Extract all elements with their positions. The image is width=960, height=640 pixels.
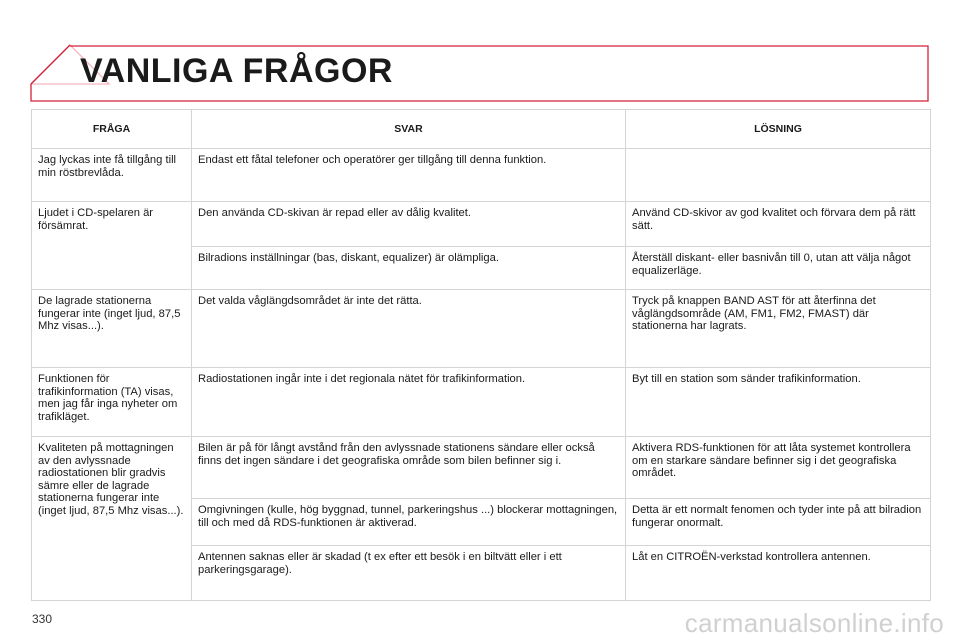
answer-cell: Endast ett fåtal telefoner och operatörer ger tillgång till denna funktion. (192, 149, 626, 202)
question-cell: Kvaliteten på mottagningen av den avlyssnade radiostationen blir gradvis sämre eller de lagrade stationerna fungerar inte (inget ljud, 87,5 Mhz visas...). (32, 437, 192, 601)
table-body (32, 149, 931, 601)
header-question: FRÅGA (32, 110, 192, 149)
solution-cell: Tryck på knappen BAND AST för att återfinna det våglängdsområde (AM, FM1, FM2, FMAST) där stationerna har lagrats. (626, 290, 931, 368)
faq-table (31, 109, 931, 601)
page-title: VANLIGA FRÅGOR (80, 52, 393, 90)
answer-cell: Det valda våglängdsområdet är inte det rätta. (192, 290, 626, 368)
answer-cell: Bilen är på för långt avstånd från den avlyssnade stationens sändare eller också finns det ingen sändare i det geografiska område som bilen befinner sig i. (192, 437, 626, 499)
watermark: carmanualsonline.info (684, 608, 944, 638)
solution-cell: Detta är ett normalt fenomen och tyder inte på att bilradion fungerar onormalt. (626, 499, 931, 546)
answer-cell: Bilradions inställningar (bas, diskant, equalizer) är olämpliga. (192, 247, 626, 290)
table-header-row (32, 110, 931, 149)
question-cell: De lagrade stationerna fungerar inte (inget ljud, 87,5 Mhz visas...). (32, 290, 192, 368)
solution-cell: Aktivera RDS-funktionen för att låta systemet kontrollera om en starkare sändare befinner sig i det geografiska området. (626, 437, 931, 499)
answer-cell: Radiostationen ingår inte i det regionala nätet för trafikinformation. (192, 368, 626, 437)
question-cell: Jag lyckas inte få tillgång till min röstbrevlåda. (32, 149, 192, 202)
solution-cell (626, 149, 931, 202)
answer-cell: Antennen saknas eller är skadad (t ex efter ett besök i en biltvätt eller i ett parkeringsgarage). (192, 546, 626, 601)
question-cell: Funktionen för trafikinformation (TA) visas, men jag får inga nyheter om trafikläget. (32, 368, 192, 437)
table-row (32, 437, 931, 499)
table-row (32, 368, 931, 437)
header-diagonal (31, 45, 70, 84)
solution-cell: Använd CD-skivor av god kvalitet och förvara dem på rätt sätt. (626, 202, 931, 247)
answer-cell: Den använda CD-skivan är repad eller av dålig kvalitet. (192, 202, 626, 247)
question-cell: Ljudet i CD-spelaren är försämrat. (32, 202, 192, 290)
table-row (32, 149, 931, 202)
page-header (0, 0, 960, 110)
page-number: 330 (32, 612, 53, 626)
header-solution: LÖSNING (626, 110, 931, 149)
solution-cell: Låt en CITROËN-verkstad kontrollera antennen. (626, 546, 931, 601)
solution-cell: Byt till en station som sänder trafikinformation. (626, 368, 931, 437)
answer-cell: Omgivningen (kulle, hög byggnad, tunnel, parkeringshus ...) blockerar mottagningen, till och med då RDS-funktionen är aktiverad. (192, 499, 626, 546)
solution-cell: Återställ diskant- eller basnivån till 0, utan att välja något equalizerläge. (626, 247, 931, 290)
table-row (32, 290, 931, 368)
header-answer: SVAR (192, 110, 626, 149)
table-row (32, 202, 931, 247)
